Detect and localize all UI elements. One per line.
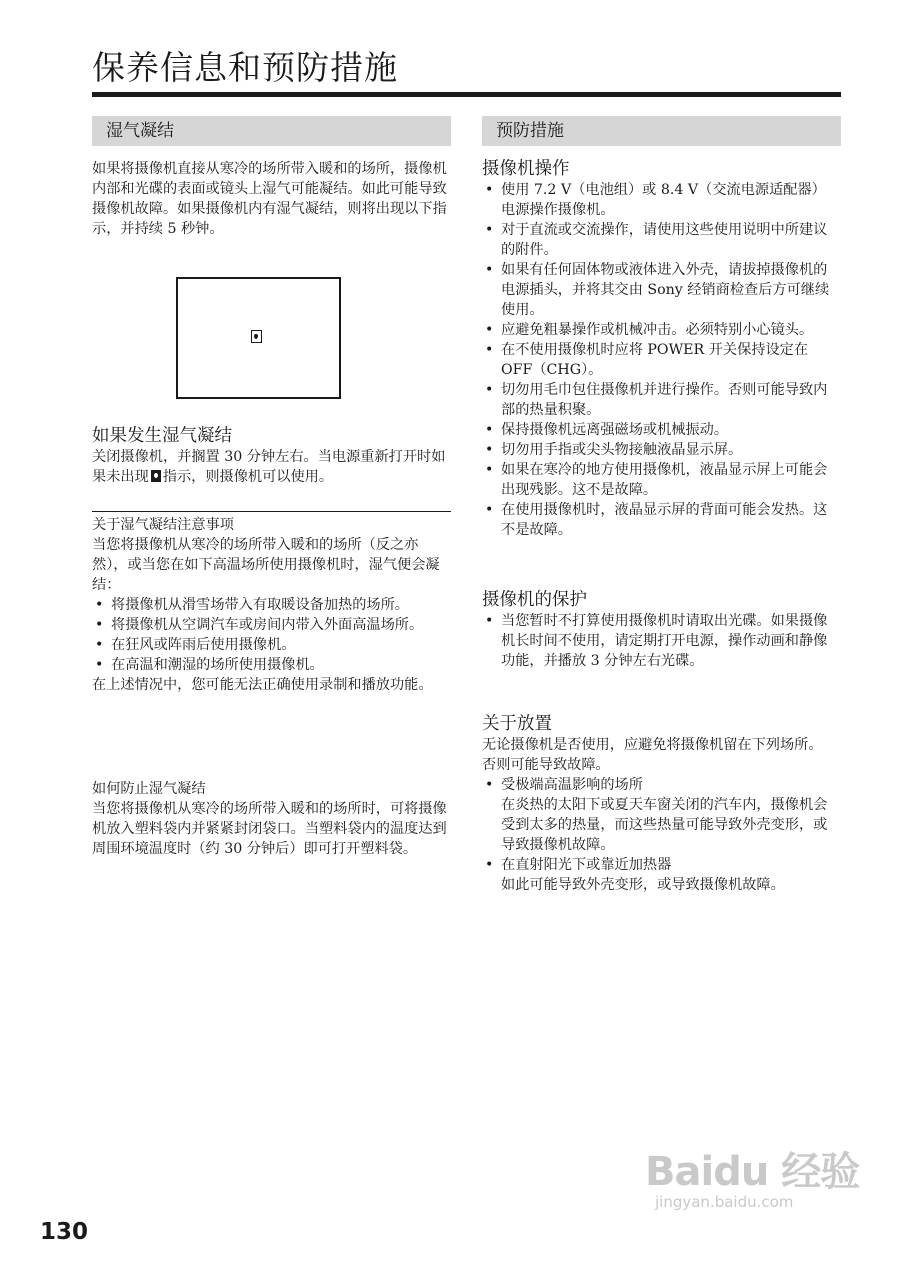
prevent-block xyxy=(92,779,451,859)
list-item: • 在使用摄像机时，液晶显示屏的背面可能会发热。这不是故障。 xyxy=(482,500,834,540)
title-rule xyxy=(92,92,841,97)
storage-block xyxy=(482,713,834,895)
if-condensation-text xyxy=(92,447,451,487)
section-header-precautions: 预防措施 xyxy=(482,116,841,146)
protection-title: 摄像机的保护 xyxy=(482,590,587,610)
list-item: • 如果在寒冷的地方使用摄像机，液晶显示屏上可能会出现残影。这不是故障。 xyxy=(482,460,834,500)
list-item: • 将摄像机从滑雪场带入有取暖设备加热的场所。 xyxy=(92,595,451,615)
storage-item-head: • 在直射阳光下或靠近加热器 xyxy=(501,857,672,873)
operation-block xyxy=(482,158,834,540)
list-item: • 保持摄像机远离强磁场或机械振动。 xyxy=(482,420,834,440)
divider xyxy=(92,511,451,512)
prevent-title: 如何防止湿气凝结 xyxy=(92,781,206,797)
protection-list xyxy=(482,611,834,671)
storage-list xyxy=(482,775,834,895)
notes-title: 关于湿气凝结注意事项 xyxy=(92,517,234,533)
watermark-logo: Baidu 经验 xyxy=(645,1149,860,1195)
notes-list xyxy=(92,595,451,675)
storage-item-body: 在炎热的太阳下或夏天车窗关闭的汽车内，摄像机会受到太多的热量，而这些热量可能导致外壳变形，或导致摄像机故障。 xyxy=(501,797,828,853)
list-item xyxy=(482,855,834,895)
if-text-part1: 关闭摄像机，并搁置 30 分钟左右。当电源重新打开时如果未出现 xyxy=(92,449,446,485)
notes-text: 当您将摄像机从寒冷的场所带入暖和的场所（反之亦然），或当您在如下高温场所使用摄像机时，湿气便会凝结： xyxy=(92,537,440,593)
condensation-display-illustration xyxy=(176,277,341,399)
if-text-part2: 指示，则摄像机可以使用。 xyxy=(162,469,334,485)
list-item xyxy=(482,775,834,855)
list-item: • 应避免粗暴操作或机械冲击。必须特别小心镜头。 xyxy=(482,320,834,340)
operation-title: 摄像机操作 xyxy=(482,159,570,179)
prevent-text: 当您将摄像机从寒冷的场所带入暖和的场所时，可将摄像机放入塑料袋内并紧紧封闭袋口。当塑料袋内的温度达到周围环境温度时（约 30 分钟后）即可打开塑料袋。 xyxy=(92,801,447,857)
list-item: • 当您暂时不打算使用摄像机时请取出光碟。如果摄像机长时间不使用，请定期打开电源，操作动画和静像功能，并播放 3 分钟左右光碟。 xyxy=(482,611,834,671)
storage-item-head: • 受极端高温影响的场所 xyxy=(501,777,643,793)
list-item: • 对于直流或交流操作，请使用这些使用说明中所建议的附件。 xyxy=(482,220,834,260)
page-number: 130 xyxy=(40,1219,89,1245)
list-item: • 将摄像机从空调汽车或房间内带入外面高温场所。 xyxy=(92,615,451,635)
if-condensation-block xyxy=(92,425,451,487)
page-title: 保养信息和预防措施 xyxy=(92,48,398,87)
list-item: • 切勿用毛巾包住摄像机并进行操作。否则可能导致内部的热量积聚。 xyxy=(482,380,834,420)
moisture-icon xyxy=(251,330,262,343)
protection-block xyxy=(482,589,834,671)
watermark-url: jingyan.baidu.com xyxy=(655,1193,794,1211)
condensation-intro: 如果将摄像机直接从寒冷的场所带入暖和的场所，摄像机内部和光碟的表面或镜头上湿气可能凝结。如此可能导致摄像机故障。如果摄像机内有湿气凝结，则将出现以下指示，并持续 5 秒钟。 xyxy=(92,161,447,237)
storage-text: 无论摄像机是否使用，应避免将摄像机留在下列场所。否则可能导致故障。 xyxy=(482,737,823,773)
list-item: • 切勿用手指或尖头物接触液晶显示屏。 xyxy=(482,440,834,460)
storage-title: 关于放置 xyxy=(482,714,552,734)
baidu-watermark xyxy=(645,1140,859,1211)
moisture-icon xyxy=(151,470,161,482)
condensation-intro-block xyxy=(92,159,451,239)
if-condensation-title: 如果发生湿气凝结 xyxy=(92,426,232,446)
storage-item-body: 如此可能导致外壳变形，或导致摄像机故障。 xyxy=(501,877,785,893)
condensation-notes-block xyxy=(92,515,451,695)
list-item: • 在高温和潮湿的场所使用摄像机。 xyxy=(92,655,451,675)
notes-after: 在上述情况中，您可能无法正确使用录制和播放功能。 xyxy=(92,677,433,693)
list-item: • 在不使用摄像机时应将 POWER 开关保持设定在 OFF（CHG）。 xyxy=(482,340,834,380)
section-header-condensation: 湿气凝结 xyxy=(92,116,451,146)
list-item: • 在狂风或阵雨后使用摄像机。 xyxy=(92,635,451,655)
list-item: • 如果有任何固体物或液体进入外壳，请拔掉摄像机的电源插头，并将其交由 Sony 经销商检查后方可继续使用。 xyxy=(482,260,834,320)
operation-list xyxy=(482,180,834,540)
list-item: • 使用 7.2 V（电池组）或 8.4 V（交流电源适配器）电源操作摄像机。 xyxy=(482,180,834,220)
